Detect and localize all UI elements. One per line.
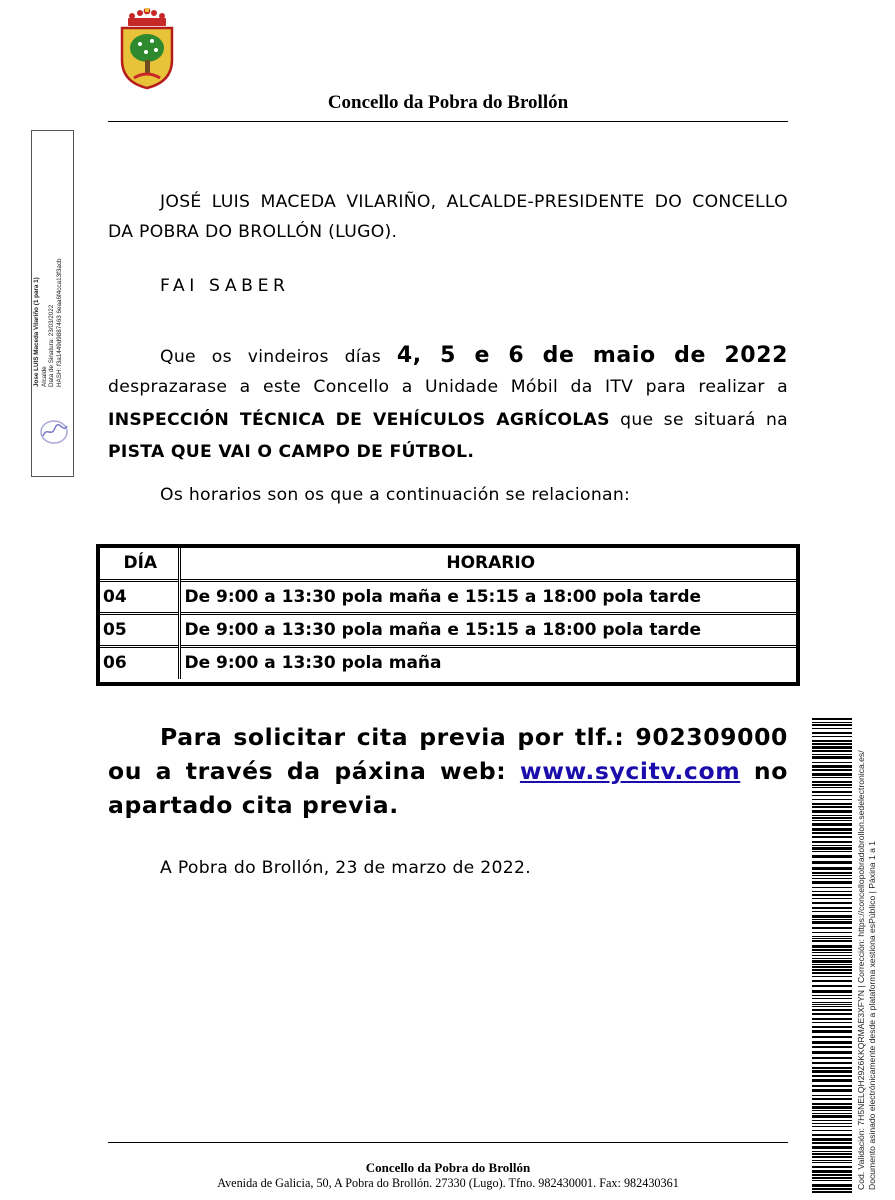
footer-address: Avenida de Galicia, 50, A Pobra do Brollón. 27330 (Lugo). Tfno. 982430001. Fax: 982430361 (217, 1176, 679, 1190)
header-schedule: HORARIO (446, 552, 536, 573)
sycitv-link[interactable]: www.sycitv.com (519, 757, 741, 785)
inspection-type: INSPECCIÓN TÉCNICA DE VEHÍCULOS AGRÍCOLAS (108, 410, 610, 430)
header-day: DÍA (99, 547, 179, 580)
header-title: Concello da Pobra do Brollón (327, 92, 569, 113)
inspection-dates: 4, 5 e 6 de maio de 2022 (396, 343, 789, 368)
signature-stamp-icon (37, 418, 71, 446)
table-row (99, 646, 797, 679)
table-header-row (99, 547, 797, 580)
signing-date-line: A Pobra do Brollón, 23 de marzo de 2022. (160, 858, 532, 878)
table-row (99, 613, 797, 646)
barcode-icon (812, 718, 852, 1193)
fai-saber-heading: FAI SABER (160, 276, 290, 296)
coat-of-arms-icon (116, 8, 178, 90)
signature-text (33, 57, 63, 387)
announcement-paragraph (108, 338, 788, 467)
signature-hash: HASH: f3a1449d9887463 6eaa6f4cca13f3acb (55, 258, 63, 387)
intro-text: JOSÉ LUIS MACEDA VILARIÑO, ALCALDE-PRESIDENTE DO CONCELLO DA POBRA DO BROLLÓN (LUGO). (108, 192, 788, 242)
announcement-line-3-suffix: que se situará na (620, 410, 788, 430)
horarios-intro-text: Os horarios son os que a continuación se relacionan: (160, 485, 631, 505)
footer-divider (108, 1142, 788, 1143)
appointment-paragraph (108, 720, 788, 822)
horarios-intro (108, 480, 788, 510)
appointment-web-suffix: no (753, 757, 788, 785)
header-divider (108, 121, 788, 122)
validation-text (856, 710, 878, 1190)
appointment-phone: Para solicitar cita previa por tlf.: 902309000 (160, 723, 788, 751)
intro-paragraph (108, 187, 788, 247)
inspection-location: PISTA QUE VAI O CAMPO DE FÚTBOL. (108, 442, 475, 462)
footer-title: Concello da Pobra do Brollón (365, 1160, 531, 1175)
validation-line-1: Cod. Validación: 7H5NELQH29Z6KKQRMAE3XFYN | Corrección: https://concellopobradobrollon.sedelectronica.es/ (856, 750, 866, 1190)
appointment-section: apartado cita previa. (108, 791, 399, 819)
row-schedule: De 9:00 a 13:30 pola maña (184, 653, 442, 674)
appointment-web-prefix: ou a través da páxina web: (108, 757, 507, 785)
row-schedule: De 9:00 a 13:30 pola maña e 15:15 a 18:00 pola tarde (184, 619, 702, 640)
validation-line-2: Documento asinado electrónicamente desde a plataforma xestiona esPúblico | Páxina 1 a 1 (867, 840, 877, 1190)
signature-date: Data de Sinatura: 23/03/2022 (48, 304, 55, 387)
signer-role: Alcalde (40, 366, 48, 387)
signer-name: Jose LUIS Maceda Vilariño (1 para 1) (33, 277, 40, 387)
dates-prefix: Que os vindeiros días (160, 347, 381, 367)
schedule-table (99, 547, 797, 679)
row-day: 06 (99, 646, 179, 679)
announcement-line-2: desprazarase a este Concello a Unidade Móbil da ITV para realizar a (108, 377, 788, 397)
row-schedule: De 9:00 a 13:30 pola maña e 15:15 a 18:00 pola tarde (184, 586, 702, 607)
row-day: 05 (99, 613, 179, 646)
table-row (99, 580, 797, 613)
row-day: 04 (99, 580, 179, 613)
